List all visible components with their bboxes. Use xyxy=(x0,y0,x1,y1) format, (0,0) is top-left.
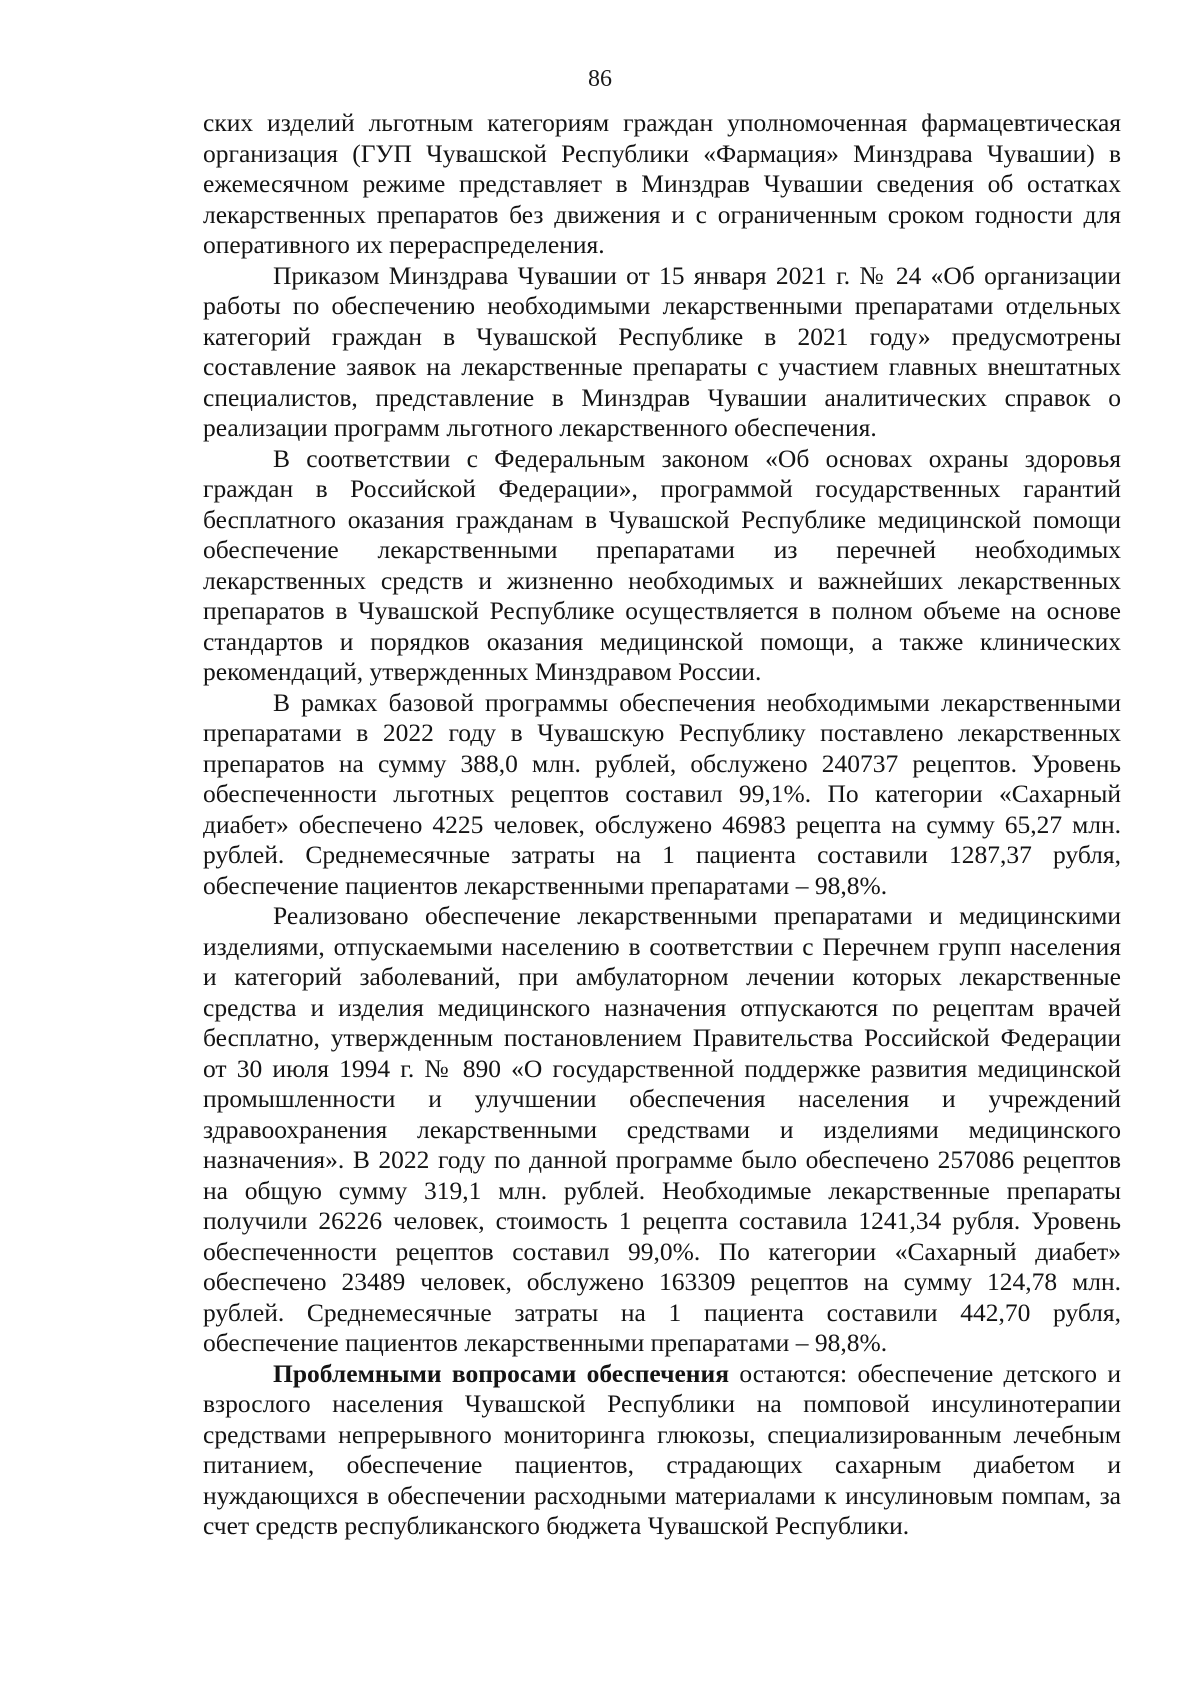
paragraph-continuation: ских изделий льготным категориям граждан уполномоченная фармацевтическая организация (ГУП Чувашской Республики «Фармация» Минздрава Чувашии) в ежемесячном режиме представляет в Минздрав Чувашии сведения об остатках лекарственных препаратов без движения и с ограниченным сроком годности для оперативного их перераспределения. xyxy=(203,108,1121,259)
paragraph-base-program: В рамках базовой программы обеспечения необходимыми лекарственными препаратами в 2022 году в Чувашскую Республику поставлено лекарственных препаратов на сумму 388,0 млн. рублей, обслужено 240737 рецептов. Уровень обеспеченности льготных рецептов составил 99,1%. По категории «Сахарный диабет» обеспечено 4225 человек, обслужено 46983 рецепта на сумму 65,27 млн. рублей. Среднемесячные затраты на 1 пациента составили 1287,37 рубля, обеспечение пациентов лекарственными препаратами – 98,8%. xyxy=(203,687,1121,900)
problems-lead: Проблемными вопросами обеспечения xyxy=(273,1358,729,1388)
problems-text: остаются: обеспечение детского и взрослого населения Чувашской Республики на помповой инсулинотерапии средствами непрерывного мониторинга глюкозы, специализированным лечебным питанием, обеспечение пациентов, страдающих сахарным диабетом и нуждающихся в обеспечении расходными материалами к инсулиновым помпам, за счет средств республиканского бюджета Чувашской Республики. xyxy=(203,1358,1121,1540)
page-number: 86 xyxy=(588,66,612,92)
paragraph-federal-law: В соответствии с Федеральным законом «Об основах охраны здоровья граждан в Российской Федерации», программой государственных гарантий бесплатного оказания гражданам в Чувашской Республике медицинской помощи обеспечение лекарственными препаратами из перечней необходимых лекарственных средств и жизненно необходимых и важнейших лекарственных препаратов в Чувашской Республике осуществляется в полном объеме на основе стандартов и порядков оказания медицинской помощи, а также клинических рекомендаций, утвержденных Минздравом России. xyxy=(203,443,1121,686)
document-body xyxy=(203,108,1121,1542)
paragraph-order: Приказом Минздрава Чувашии от 15 января 2021 г. № 24 «Об организации работы по обеспечению необходимыми лекарственными препаратами отдельных категорий граждан в Чувашской Республике в 2021 году» предусмотрены составление заявок на лекарственные препараты с участием главных внештатных специалистов, представление в Минздрав Чувашии аналитических справок о реализации программ льготного лекарственного обеспечения. xyxy=(203,260,1121,442)
paragraph-problems xyxy=(203,1359,1121,1542)
paragraph-free-provision: Реализовано обеспечение лекарственными препаратами и медицинскими изделиями, отпускаемыми населению в соответствии с Перечнем групп населения и категорий заболеваний, при амбулаторном лечении которых лекарственные средства и изделия медицинского назначения отпускаются по рецептам врачей бесплатно, утвержденным постановлением Правительства Российской Федерации от 30 июля 1994 г. № 890 «О государственной поддержке развития медицинской промышленности и улучшении обеспечения населения и учреждений здравоохранения лекарственными средствами и изделиями медицинского назначения». В 2022 году по данной программе было обеспечено 257086 рецептов на общую сумму 319,1 млн. рублей. Необходимые лекарственные препараты получили 26226 человек, стоимость 1 рецепта составила 1241,34 рубля. Уровень обеспеченности рецептов составил 99,0%. По категории «Сахарный диабет» обеспечено 23489 человек, обслужено 163309 рецептов на сумму 124,78 млн. рублей. Среднемесячные затраты на 1 пациента составили 442,70 рубля, обеспечение пациентов лекарственными препаратами – 98,8%. xyxy=(203,901,1121,1357)
